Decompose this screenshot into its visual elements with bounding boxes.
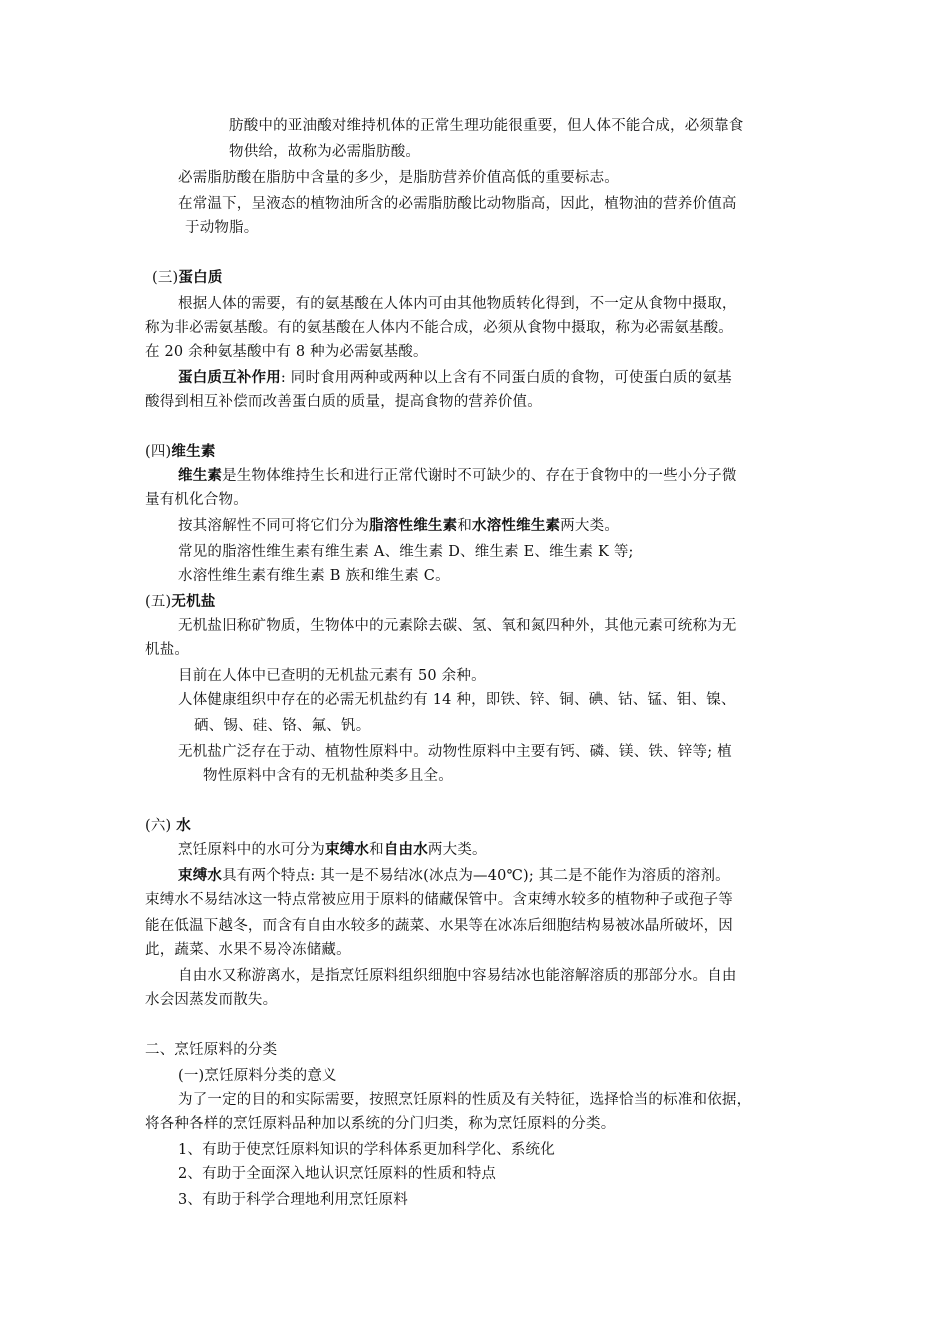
vitamin-p2-post: 两大类。 xyxy=(560,518,620,534)
mineral-paragraph-4: 无机盐广泛存在于动、植物性原料中。动物性原料中主要有钙、磷、镁、铁、锌等; 植 xyxy=(178,744,732,760)
protein-complement-paragraph-cont: 酸得到相互补偿而改善蛋白质的质量，提高食物的营养价值。 xyxy=(145,394,542,410)
free-water-term: 自由水 xyxy=(383,841,428,858)
water-paragraph-2-line-3: 能在低温下越冬，而含有自由水较多的蔬菜、水果等在冰冻后细胞结构易被冰晶所破坏，因 xyxy=(145,918,733,934)
water-heading-number: (六) xyxy=(145,818,172,834)
protein-heading-number: (三) xyxy=(152,270,179,286)
classification-subheading: (一)烹饪原料分类的意义 xyxy=(178,1068,337,1084)
mineral-heading xyxy=(145,592,216,612)
water-paragraph-2-line-2: 束缚水不易结冰这一特点常被应用于原料的储藏保管中。含束缚水较多的植物种子或孢子等 xyxy=(145,892,733,908)
mineral-paragraph-3: 人体健康组织中存在的必需无机盐约有 14 种，即铁、锌、铜、碘、钴、锰、钼、镍、 xyxy=(178,692,736,708)
vitamin-paragraph-2 xyxy=(178,516,619,536)
water-p1-mid: 和 xyxy=(369,842,384,858)
water-p2-text: 具有两个特点: 其一是不易结冰(冰点为—40℃); 其二是不能作为溶质的溶剂。 xyxy=(222,868,730,884)
protein-paragraph-1-line-2: 称为非必需氨基酸。有的氨基酸在人体内不能合成，必须从食物中摄取，称为必需氨基酸。 xyxy=(145,320,733,336)
classification-heading: 二、烹饪原料的分类 xyxy=(145,1042,278,1058)
water-paragraph-3: 自由水又称游离水，是指烹饪原料组织细胞中容易结冰也能溶解溶质的那部分水。自由 xyxy=(178,968,737,984)
protein-heading-title: 蛋白质 xyxy=(178,269,223,286)
mineral-paragraph-1: 无机盐旧称矿物质，生物体中的元素除去碳、氢、氧和氮四种外，其他元素可统称为无 xyxy=(178,618,737,634)
mineral-paragraph-4-cont: 物性原料中含有的无机盐种类多且全。 xyxy=(203,768,453,784)
list-item: 1、有助于使烹饪原料知识的学科体系更加科学化、系统化 xyxy=(178,1142,555,1158)
vitamin-paragraph-1-cont: 量有机化合物。 xyxy=(145,492,248,508)
vitamin-heading-number: (四) xyxy=(145,444,172,460)
protein-paragraph-1-line-3: 在 20 余种氨基酸中有 8 种为必需氨基酸。 xyxy=(145,344,428,360)
vitamin-paragraph-3: 常见的脂溶性维生素有维生素 A、维生素 D、维生素 E、维生素 K 等; xyxy=(178,544,634,560)
water-heading-title: 水 xyxy=(176,817,191,834)
vitamin-paragraph-1 xyxy=(178,466,737,486)
vitamin-p2-mid: 和 xyxy=(457,518,473,534)
vitamin-heading xyxy=(145,442,216,462)
water-paragraph-1 xyxy=(178,840,487,860)
classification-paragraph-1: 为了一定的目的和实际需要，按照烹饪原料的性质及有关特征，选择恰当的标准和依据， xyxy=(178,1092,752,1108)
vitamin-heading-title: 维生素 xyxy=(171,443,216,460)
protein-complement-text: : 同时食用两种或两种以上含有不同蛋白质的食物，可使蛋白质的氨基 xyxy=(280,370,732,386)
fat-paragraph-2: 必需脂肪酸在脂肪中含量的多少，是脂肪营养价值高低的重要标志。 xyxy=(178,170,619,186)
protein-complement-term: 蛋白质互补作用 xyxy=(178,369,281,386)
water-paragraph-3-cont: 水会因蒸发而散失。 xyxy=(145,992,278,1008)
water-p1-pre: 烹饪原料中的水可分为 xyxy=(178,842,325,858)
list-item: 2、有助于全面深入地认识烹饪原料的性质和特点 xyxy=(178,1166,497,1182)
vitamin-term: 维生素 xyxy=(178,467,223,484)
mineral-paragraph-2: 目前在人体中已查明的无机盐元素有 50 余种。 xyxy=(178,668,486,684)
vitamin-definition: 是生物体维持生长和进行正常代谢时不可缺少的、存在于食物中的一些小分子微 xyxy=(222,468,737,484)
vitamin-paragraph-4: 水溶性维生素有维生素 B 族和维生素 C。 xyxy=(178,568,450,584)
water-paragraph-2 xyxy=(178,866,730,886)
bound-water-term-2: 束缚水 xyxy=(178,867,223,884)
protein-paragraph-1: 根据人体的需要，有的氨基酸在人体内可由其他物质转化得到，不一定从食物中摄取， xyxy=(178,296,737,312)
list-item: 3、有助于科学合理地利用烹饪原料 xyxy=(178,1192,408,1208)
protein-complement-paragraph xyxy=(178,368,732,388)
vitamin-p2-pre: 按其溶解性不同可将它们分为 xyxy=(178,518,370,534)
fat-paragraph-3-cont: 于动物脂。 xyxy=(185,220,259,236)
fat-paragraph-3: 在常温下，呈液态的植物油所含的必需脂肪酸比动物脂高，因此，植物油的营养价值高 xyxy=(178,196,737,212)
fat-soluble-vitamin-term: 脂溶性维生素 xyxy=(369,517,458,534)
water-paragraph-2-line-4: 此，蔬菜、水果不易冷冻储藏。 xyxy=(145,942,351,958)
mineral-paragraph-1-cont: 机盐。 xyxy=(145,642,190,658)
mineral-heading-number: (五) xyxy=(145,594,172,610)
classification-paragraph-1-cont: 将各种各样的烹饪原料品种加以系统的分门归类，称为烹饪原料的分类。 xyxy=(145,1116,616,1132)
mineral-paragraph-3-cont: 硒、锡、硅、铬、氟、钒。 xyxy=(194,718,371,734)
water-p1-post: 两大类。 xyxy=(427,842,487,858)
bound-water-term: 束缚水 xyxy=(325,841,370,858)
fat-paragraph-1: 肪酸中的亚油酸对维持机体的正常生理功能很重要，但人体不能合成，必须靠食 xyxy=(229,118,744,134)
mineral-heading-title: 无机盐 xyxy=(171,593,216,610)
protein-heading xyxy=(152,268,223,288)
water-soluble-vitamin-term: 水溶性维生素 xyxy=(472,517,561,534)
water-heading xyxy=(145,816,191,836)
fat-paragraph-1-cont: 物供给，故称为必需脂肪酸。 xyxy=(229,144,421,160)
